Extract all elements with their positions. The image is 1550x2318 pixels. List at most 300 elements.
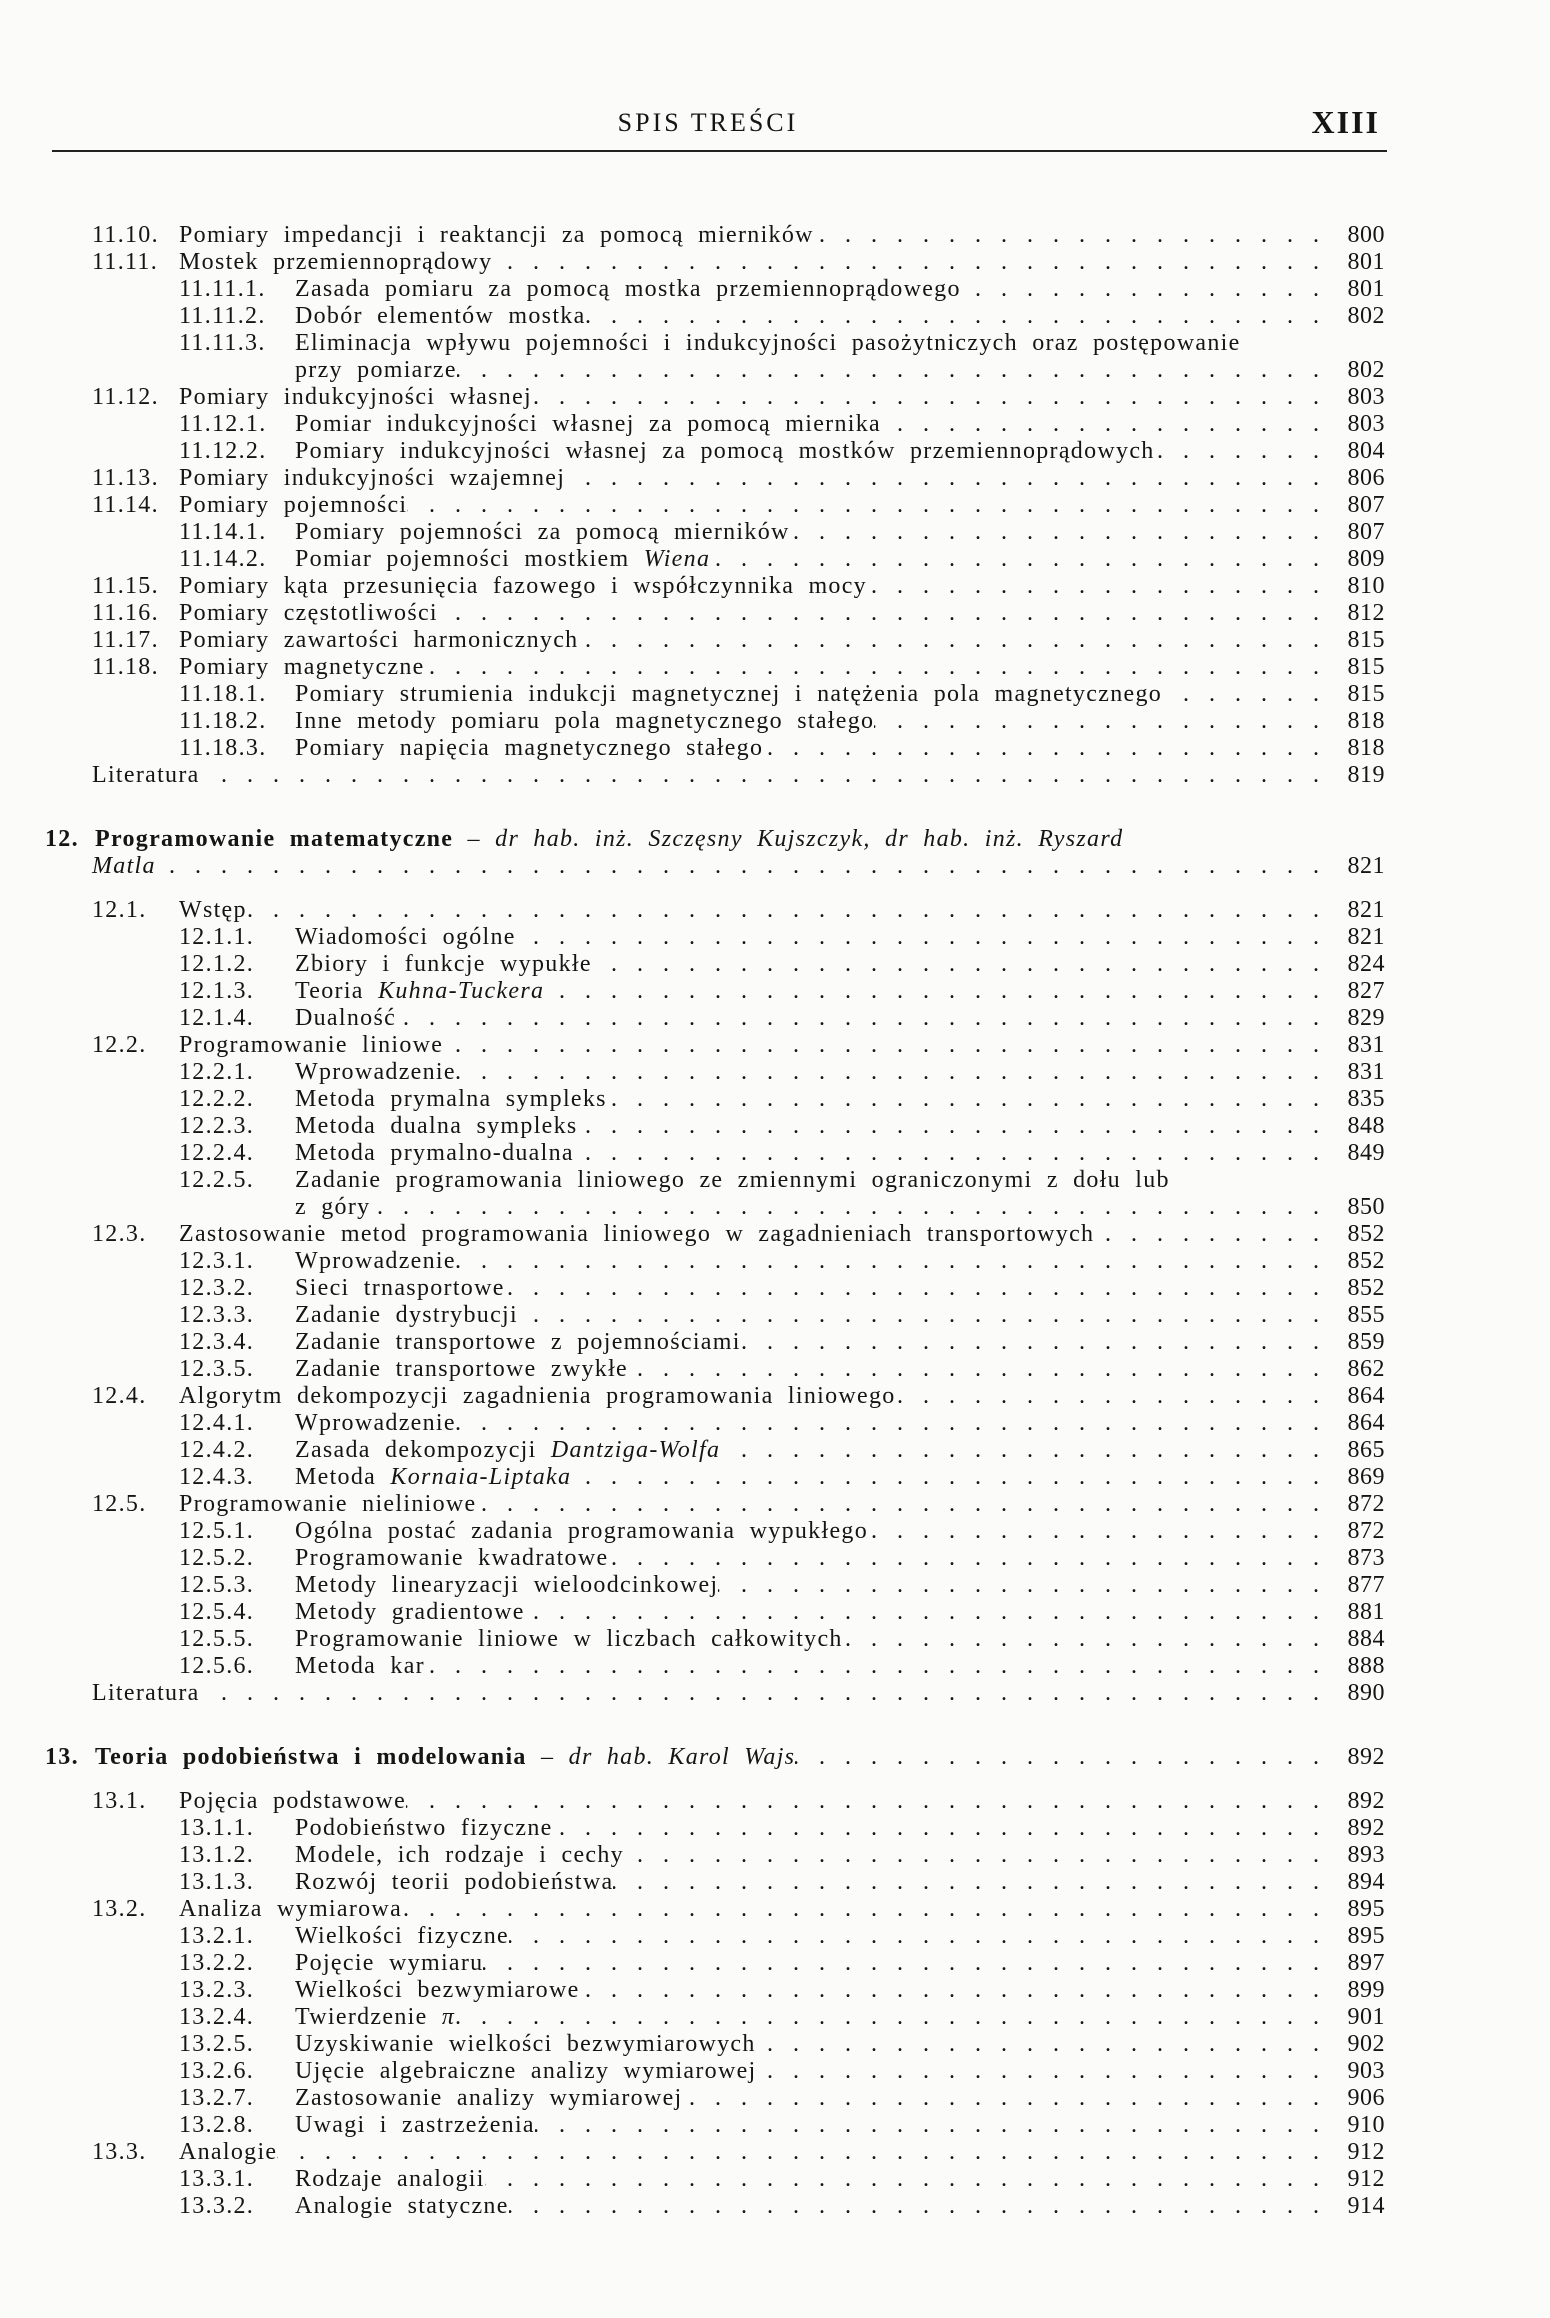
entry-body [179,465,1385,492]
entry-page: 912 [1347,2139,1385,2165]
entry-title [295,1923,509,1950]
toc-entry[interactable] [0,681,1550,708]
entry-page: 812 [1347,600,1385,626]
entry-page: 897 [1347,1950,1385,1976]
title-text: Pomiary impedancji i reaktancji za pomocą mierników [179,222,814,248]
entry-number: 13.2.4. [179,2004,255,2030]
toc-entry[interactable] [0,1950,1550,1977]
entry-title [295,303,586,330]
title-text: Programowanie kwadratowe [295,1545,609,1571]
entry-title [179,1221,1094,1248]
entry-number: 12.1.2. [179,951,255,977]
toc-entry[interactable] [0,1923,1550,1950]
entry-title [295,2085,683,2112]
entry-title [295,1005,396,1032]
entry-title [92,1680,200,1707]
toc-entry[interactable] [0,897,1550,924]
title-text: Metoda prymalna sympleks [295,1086,607,1112]
dot-leader [406,1788,1329,1815]
toc-entry[interactable] [0,1302,1550,1329]
entry-title [179,492,407,519]
entry-body [95,1744,1385,1771]
toc-entry[interactable] [0,1032,1550,1059]
section-gap [0,880,1550,897]
toc-entry[interactable] [0,1626,1550,1653]
toc-entry[interactable] [0,519,1550,546]
dot-leader [1155,438,1329,465]
entry-body [179,1221,1385,1248]
title-text: Zastosowanie metod programowania liniowego w zagadnieniach transportowych [179,1221,1095,1247]
entry-number: 12.2.3. [179,1113,255,1139]
toc-entry[interactable] [0,2031,1550,2058]
title-text: Zadanie transportowe zwykłe [295,1356,628,1382]
toc-entry[interactable] [0,1653,1550,1680]
entry-page: 815 [1347,654,1385,680]
entry-title [295,1113,578,1140]
entry-page: 872 [1347,1491,1385,1517]
toc-entry[interactable] [0,1140,1550,1167]
entry-body [295,1599,1385,1626]
entry-title [295,330,1241,357]
title-text: Pomiary strumienia indukcji magnetycznej i natężenia pola magnetycznego [295,681,1163,707]
chapter-title: Teoria podobieństwa i modelowania [95,1744,527,1770]
entry-page: 869 [1347,1464,1385,1490]
entry-body [179,573,1385,600]
dot-leader [628,1356,1329,1383]
entry-number: 12.4.2. [179,1437,255,1463]
entry-number: 12.3.2. [179,1275,255,1301]
title-text: Dualność [295,1005,397,1031]
dot-leader [402,1896,1329,1923]
entry-title [295,2058,757,2085]
entry-title [295,1194,370,1221]
entry-number: 13.2. [92,1896,147,1922]
entry-page: 801 [1347,276,1385,302]
toc-entry[interactable] [0,1815,1550,1842]
entry-page: 807 [1347,492,1385,518]
entry-page: 872 [1347,1518,1385,1544]
entry-body [179,222,1385,249]
dot-leader [509,1923,1329,1950]
entry-title [295,1329,741,1356]
entry-body [295,1869,1385,1896]
toc-entry[interactable] [0,2058,1550,2085]
entry-body [295,1329,1385,1356]
entry-page: 902 [1347,2031,1385,2057]
entry-number: 12.5.5. [179,1626,255,1652]
entry-page: 893 [1347,1842,1385,1868]
section-gap [0,789,1550,826]
dot-leader [613,1869,1329,1896]
toc-entry[interactable] [0,465,1550,492]
title-text: Analiza wymiarowa [179,1896,403,1922]
entry-number: 11.12. [92,384,159,410]
dot-leader [607,1086,1329,1113]
entry-title [179,222,814,249]
entry-title [295,1599,525,1626]
toc-entry[interactable] [0,1356,1550,1383]
section-gap [0,1771,1550,1788]
entry-body [295,303,1385,330]
entry-title [295,1518,868,1545]
entry-body [295,708,1385,735]
dot-leader [518,1302,1329,1329]
entry-title [295,1464,571,1491]
toc-entry[interactable] [0,654,1550,681]
chapter-authors: dr hab. Karol Wajs [568,1744,796,1770]
entry-body [295,735,1385,762]
title-text: Metoda [295,1464,391,1490]
dot-leader [535,2112,1329,2139]
title-text: Pojęcie wymiaru [295,1950,484,1976]
toc-entry[interactable] [0,708,1550,735]
toc-entry[interactable] [0,1005,1550,1032]
title-text: Pomiar indukcyjności własnej za pomocą miernika [295,411,881,437]
entry-page: 807 [1347,519,1385,545]
entry-title [179,384,532,411]
dot-leader [868,1518,1329,1545]
dot-leader [867,573,1329,600]
title-text: Metody gradientowe [295,1599,525,1625]
toc-entry[interactable] [0,2166,1550,2193]
entry-number: 12.1.4. [179,1005,255,1031]
toc-entry[interactable] [0,1977,1550,2004]
entry-body [295,1113,1385,1140]
entry-number: 13.3.1. [179,2166,255,2192]
toc-entry[interactable] [0,573,1550,600]
dot-leader [516,924,1329,951]
dot-leader [580,1977,1329,2004]
toc-entry-literatura[interactable] [0,1680,1550,1707]
dot-leader [1162,681,1329,708]
toc-entry[interactable] [0,1059,1550,1086]
toc-entry[interactable] [0,249,1550,276]
entry-number: 12.5.6. [179,1653,255,1679]
entry-body [295,1167,1170,1194]
entry-page: 852 [1347,1275,1385,1301]
entry-number: 13.3.2. [179,2193,255,2219]
dot-leader [592,951,1329,978]
toc-entry[interactable] [0,1167,1550,1194]
title-text: Pomiary magnetyczne [179,654,425,680]
toc-entry[interactable] [0,2112,1550,2139]
entry-body [295,1059,1385,1086]
chapter-heading[interactable] [0,826,1550,853]
entry-number: 11.10. [92,222,159,248]
toc-entry[interactable] [0,1842,1550,1869]
entry-body [295,1194,1385,1221]
title-text: Pomiary indukcyjności własnej [179,384,532,410]
toc-entry[interactable] [0,1869,1550,1896]
entry-title [295,1842,624,1869]
dot-leader [456,1248,1329,1275]
entry-body [295,1140,1385,1167]
entry-number: 12.3.4. [179,1329,255,1355]
title-text: Literatura [92,762,200,788]
entry-number: 12.3. [92,1221,147,1247]
entry-number: 12.3.5. [179,1356,255,1382]
entry-body [179,654,1385,681]
title-italic: π [441,2004,456,2030]
toc-entry[interactable] [0,438,1550,465]
toc-entry[interactable] [0,1518,1550,1545]
title-text-cont: z góry [295,1194,371,1220]
entry-title [295,1869,613,1896]
toc-entry[interactable] [0,1788,1550,1815]
toc-entry[interactable] [0,276,1550,303]
toc-entry[interactable] [0,303,1550,330]
title-text: Zadanie dystrybucji [295,1302,518,1328]
entry-page: 906 [1347,2085,1385,2111]
entry-page: 895 [1347,1896,1385,1922]
chapter-heading-cont[interactable] [0,853,1550,880]
entry-body [295,924,1385,951]
entry-number: 13.2.1. [179,1923,255,1949]
dot-leader [247,897,1329,924]
title-text: Pomiary indukcyjności własnej za pomocą mostków przemiennoprądowych [295,438,1155,464]
toc-entry[interactable] [0,1275,1550,1302]
chapter-heading[interactable] [0,1744,1550,1771]
entry-title [95,826,1123,853]
entry-title [295,276,961,303]
entry-number: 11.18.2. [179,708,267,734]
toc-entry[interactable] [0,978,1550,1005]
title-text: Zadanie programowania liniowego ze zmiennymi ograniczonymi z dołu lub [295,1167,1170,1193]
toc-entry[interactable] [0,951,1550,978]
title-text: Wielkości fizyczne [295,1923,510,1949]
toc-entry[interactable] [0,1086,1550,1113]
toc-entry[interactable] [0,924,1550,951]
entry-page: 848 [1347,1113,1385,1139]
title-text: Programowanie nieliniowe [179,1491,477,1517]
entry-body [295,978,1385,1005]
dot-leader [608,1545,1329,1572]
dot-leader [586,303,1329,330]
dot-leader [756,2031,1329,2058]
entry-title [295,519,790,546]
toc-entry[interactable] [0,1113,1550,1140]
entry-body [295,1545,1385,1572]
entry-page: 802 [1347,357,1385,383]
toc-entry[interactable] [0,2139,1550,2166]
entry-title [295,1086,607,1113]
toc-entry[interactable] [0,1599,1550,1626]
entry-title [295,1653,425,1680]
entry-page: 914 [1347,2193,1385,2219]
entry-page: 803 [1347,384,1385,410]
toc-entry[interactable] [0,546,1550,573]
toc-entry[interactable] [0,1221,1550,1248]
toc-entry[interactable] [0,1896,1550,1923]
dot-leader [578,1113,1329,1140]
entry-body [295,1518,1385,1545]
entry-body [295,951,1385,978]
entry-page: 864 [1347,1410,1385,1436]
entry-page: 901 [1347,2004,1385,2030]
entry-number: 12.4. [92,1383,147,1409]
dot-leader [565,465,1329,492]
title-text-cont: przy pomiarze [295,357,457,383]
entry-number: 11.11.3. [179,330,266,356]
dot-leader [532,384,1329,411]
entry-page: 827 [1347,978,1385,1004]
toc-entry[interactable] [0,2085,1550,2112]
entry-title [295,2112,535,2139]
dot-leader [896,1383,1329,1410]
entry-body [179,492,1385,519]
entry-body [92,853,1385,880]
entry-number: 12.4.3. [179,1464,255,1490]
dot-leader [505,1275,1329,1302]
toc-entry[interactable] [0,384,1550,411]
entry-body [295,1275,1385,1302]
toc-entry-cont[interactable] [0,357,1550,384]
dot-leader [200,762,1329,789]
entry-number: 12.4.1. [179,1410,255,1436]
entry-number: 13.1. [92,1788,147,1814]
entry-page: 809 [1347,546,1385,572]
toc-entry[interactable] [0,627,1550,654]
title-text: Mostek przemiennoprądowy [179,249,493,275]
toc-entry[interactable] [0,1329,1550,1356]
entry-page: 899 [1347,1977,1385,2003]
entry-title [295,1977,580,2004]
title-text: Metoda prymalno-dualna [295,1140,574,1166]
chapter-title: Programowanie matematyczne [95,826,454,852]
entry-body [295,1977,1385,2004]
title-italic: Kuhna-Tuckera [378,978,545,1004]
toc-entry[interactable] [0,1383,1550,1410]
entry-title [295,438,1155,465]
toc-entry[interactable] [0,492,1550,519]
entry-page: 912 [1347,2166,1385,2192]
toc-entry[interactable] [0,1248,1550,1275]
entry-number: 13. [45,1744,79,1770]
toc-entry[interactable] [0,2193,1550,2220]
entry-page: 831 [1347,1032,1385,1058]
entry-number: 11.16. [92,600,159,626]
title-text: Teoria [295,978,379,1004]
entry-title [295,1356,628,1383]
entry-number: 11.14.2. [179,546,267,572]
dot-leader [1094,1221,1329,1248]
entry-page: 804 [1347,438,1385,464]
entry-body [295,681,1385,708]
entry-page: 864 [1347,1383,1385,1409]
toc-entry[interactable] [0,1491,1550,1518]
entry-number: 13.2.7. [179,2085,255,2111]
entry-body [295,1005,1385,1032]
toc-entry-literatura[interactable] [0,762,1550,789]
entry-title [295,1950,483,1977]
title-text: Ogólna postać zadania programowania wypukłego [295,1518,869,1544]
dot-leader [720,1437,1329,1464]
entry-body [179,627,1385,654]
dot-leader [553,1815,1329,1842]
entry-body [295,276,1385,303]
title-text: Zadanie transportowe z pojemnościami [295,1329,741,1355]
entry-body [295,1437,1385,1464]
entry-body [295,1626,1385,1653]
toc-entry[interactable] [0,2004,1550,2031]
dot-leader [795,1744,1329,1771]
dot-leader [790,519,1329,546]
title-text: Algorytm dekompozycji zagadnienia programowania liniowego [179,1383,896,1409]
entry-number: 13.1.2. [179,1842,255,1868]
entry-title [295,735,763,762]
entry-number: 11.18.1. [179,681,267,707]
entry-body [179,2139,1385,2166]
entry-number: 12.5.2. [179,1545,255,1571]
entry-body [295,1815,1385,1842]
dot-leader [571,1464,1329,1491]
entry-number: 12.3.1. [179,1248,255,1274]
entry-number: 13.1.1. [179,1815,255,1841]
entry-page: 810 [1347,573,1385,599]
title-text: Zbiory i funkcje wypukłe [295,951,592,977]
toc-entry-cont[interactable] [0,1194,1550,1221]
toc-entry[interactable] [0,330,1550,357]
entry-body [92,1680,1385,1707]
title-text: Uwagi i zastrzeżenia [295,2112,535,2138]
entry-body [92,762,1385,789]
entry-title [295,1140,574,1167]
entry-number: 11.15. [92,573,159,599]
toc-entry[interactable] [0,1410,1550,1437]
title-text: Pomiary pojemności [179,492,408,518]
entry-title [295,546,710,573]
entry-number: 11.17. [92,627,159,653]
toc-entry[interactable] [0,411,1550,438]
entry-title [295,681,1162,708]
entry-body [179,897,1385,924]
toc-entry[interactable] [0,1572,1550,1599]
entry-title [295,1437,720,1464]
entry-title [92,853,156,880]
entry-page: 892 [1347,1788,1385,1814]
entry-body [295,1572,1385,1599]
entry-body [295,330,1241,357]
entry-page: 852 [1347,1248,1385,1274]
toc-entry[interactable] [0,1437,1550,1464]
toc-entry[interactable] [0,1464,1550,1491]
entry-title [295,951,592,978]
title-text: Dobór elementów mostka [295,303,586,329]
toc-entry[interactable] [0,735,1550,762]
entry-number: 12.2.4. [179,1140,255,1166]
entry-title [295,924,516,951]
entry-page: 803 [1347,411,1385,437]
entry-page: 852 [1347,1221,1385,1247]
title-text: Wstęp [179,897,247,923]
entry-number: 12.2. [92,1032,147,1058]
title-text: Pomiary kąta przesunięcia fazowego i współczynnika mocy [179,573,867,599]
title-text: Metoda dualna sympleks [295,1113,578,1139]
entry-number: 13.2.3. [179,1977,255,2003]
title-text: Analogie [179,2139,278,2165]
toc-entry[interactable] [0,600,1550,627]
entry-title [179,897,247,924]
entry-page: 819 [1347,762,1385,788]
entry-body [295,2166,1385,2193]
toc-entry[interactable] [0,1545,1550,1572]
dot-leader [407,492,1329,519]
toc-entry[interactable] [0,222,1550,249]
section-gap [0,1707,1550,1744]
title-text: Literatura [92,1680,200,1706]
dot-leader [396,1005,1329,1032]
page-number: XIII [1311,104,1380,140]
